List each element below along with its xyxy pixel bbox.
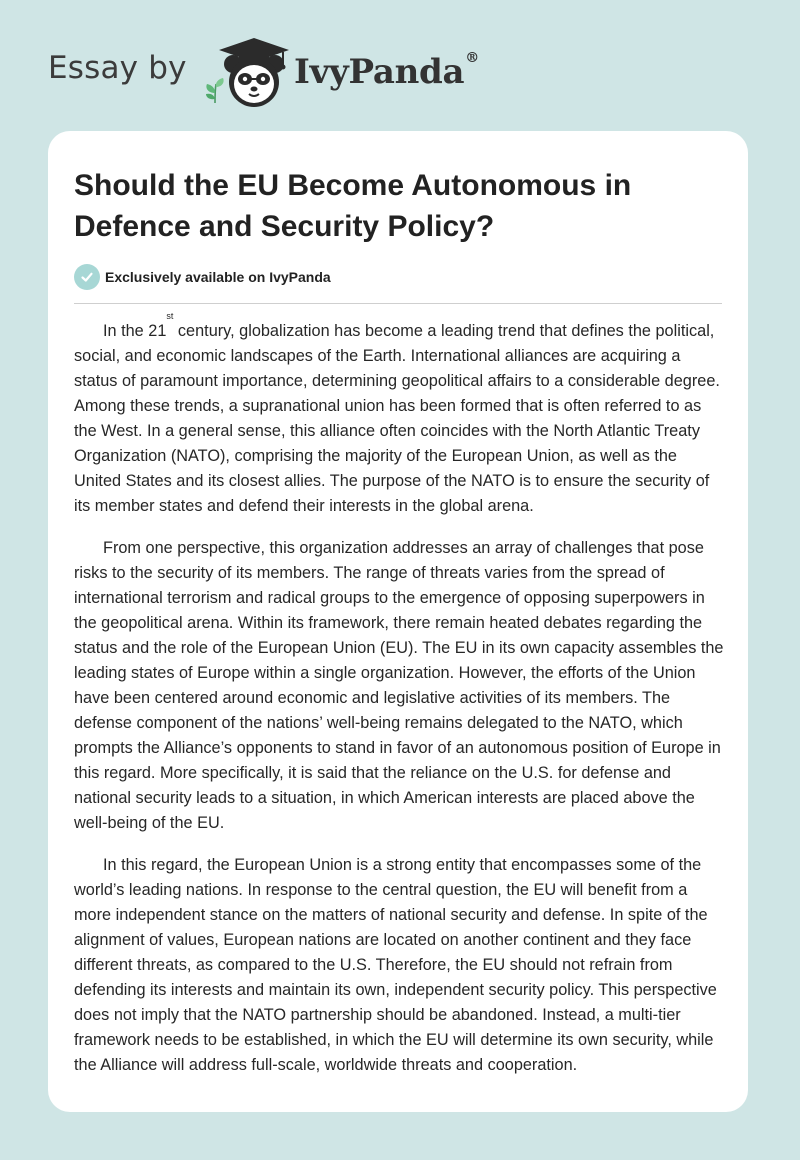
paragraph-2: From one perspective, this organization addresses an array of challenges that pose risks to the security of its members. The range of threats varies from the spread of international terrorism and radical groups to the emergence of opposing superpowers in the geopolitical arena. Within its framework, there remain heated debates regarding the status and the role of the European Union (EU). The EU in its own capacity assembles the leading states of Europe within a single organization. However, the efforts of the Union have been centered around economic and legislative activities of its members. The defense component of the nations’ well-being remains delegated to the NATO, which prompts the Alliance’s opponents to stand in favor of an autonomous position of Europe in this regard. More specifically, it is said that the reliance on the U.S. for defense and national security leads to a situation, in which American interests are placed above the well-being of the EU. [74,539,724,832]
site-header [48,28,748,118]
panda-logo-icon[interactable] [213,34,295,110]
paragraph-3: In this regard, the European Union is a strong entity that encompasses some of the world’s leading nations. In response to the central question, the EU will benefit from a more independent stance on the matters of national security and defense. In spite of the alignment of values, European nations are located on another continent and they face different threats, as compared to the U.S. Therefore, the EU should not refrain from defending its interests and maintain its own, independent security policy. This perspective does not imply that the NATO partnership should be abandoned. Instead, a multi-tier framework needs to be established, in which the EU will determine its own security, while the Alliance will address full-scale, worldwide threats and cooperation. [74,856,717,1074]
paragraph-1: In the 21st century, globalization has become a leading trend that defines the political, social, and economic landscapes of the Earth. International alliances are acquiring a status of paramount importance, determining geopolitical affairs to a considerable degree. Among these trends, a supranational union has been formed that is often referred to as the West. In a general sense, this alliance often coincides with the North Atlantic Treaty Organization (NATO), comprising the majority of the European Union, as well as the United States and its closest allies. The purpose of the NATO is to ensure the security of its member states and defend their interests in the global arena. [74,311,720,515]
essay-body [74,311,724,1095]
divider [74,303,722,304]
essay-card [48,131,748,1112]
checkmark-icon [74,264,100,290]
essay-by-label: Essay by [48,50,187,86]
brand-name[interactable]: IvyPanda® [294,50,479,92]
badge-label: Exclusively available on IvyPanda [105,269,331,285]
page-title: Should the EU Become Autonomous in Defence and Security Policy? [74,169,632,243]
exclusive-badge [74,263,331,291]
